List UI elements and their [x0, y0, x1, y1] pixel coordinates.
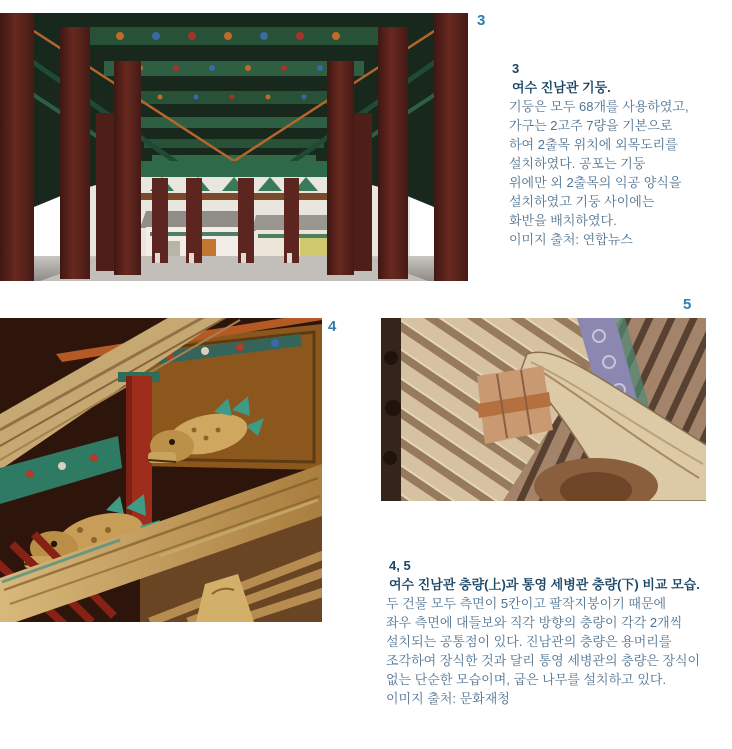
caption-45-body-line: 두 건물 모두 측면이 5칸이고 팔작지붕이기 때문에 — [386, 596, 667, 611]
figure-number-3: 3 — [477, 12, 486, 29]
caption-3-body-line: 기둥은 모두 68개를 사용하였고, — [509, 99, 689, 114]
caption-45-title: 여수 진남관 충량(上)과 통영 세병관 충량(下) 비교 모습. — [389, 577, 700, 592]
photo-jinnamgwan-pillars — [0, 13, 468, 281]
figure-number-4: 4 — [328, 318, 337, 335]
photo-jinnamgwan-dragon-beams — [0, 318, 322, 622]
caption-3-image-credit: 이미지 출처: 연합뉴스 — [509, 232, 633, 247]
caption-3-body-line: 화반을 배치하였다. — [509, 213, 617, 228]
caption-45-image-credit: 이미지 출처: 문화재청 — [386, 691, 510, 706]
caption-figure-3 — [509, 59, 732, 249]
caption-45-body-line: 조각하여 장식한 것과 달리 통영 세병관의 충량은 장식이 — [386, 653, 701, 668]
caption-3-body-line: 설치하였고 기둥 사이에는 — [509, 194, 655, 209]
photo-sebyeonggwan-beam-art — [381, 318, 706, 501]
caption-3-body-line: 하여 2출목 위치에 외목도리를 — [509, 137, 678, 152]
caption-45-body-line: 없는 단순한 모습이며, 굽은 나무를 설치하고 있다. — [386, 672, 667, 687]
photo-jinnamgwan-pillars-art — [0, 13, 468, 281]
photo-jinnamgwan-dragon-beams-art — [0, 318, 322, 622]
caption-figures-4-5 — [386, 556, 732, 708]
caption-3-number: 3 — [512, 61, 520, 76]
caption-45-body-line: 설치되는 공통점이 있다. 진남관의 충량은 용머리를 — [386, 634, 672, 649]
caption-3-title: 여수 진남관 기둥. — [512, 80, 611, 95]
caption-45-body-line: 좌우 측면에 대들보와 직각 방향의 충량이 각각 2개씩 — [386, 615, 683, 630]
photo-sebyeonggwan-beam — [381, 318, 706, 501]
caption-3-body-line: 위에만 외 2출목의 익공 양식을 — [509, 175, 682, 190]
caption-45-number: 4, 5 — [389, 558, 411, 573]
caption-3-body-line: 가구는 2고주 7량을 기본으로 — [509, 118, 673, 133]
figure-number-5: 5 — [683, 296, 692, 313]
caption-3-body-line: 설치하였다. 공포는 기둥 — [509, 156, 646, 171]
